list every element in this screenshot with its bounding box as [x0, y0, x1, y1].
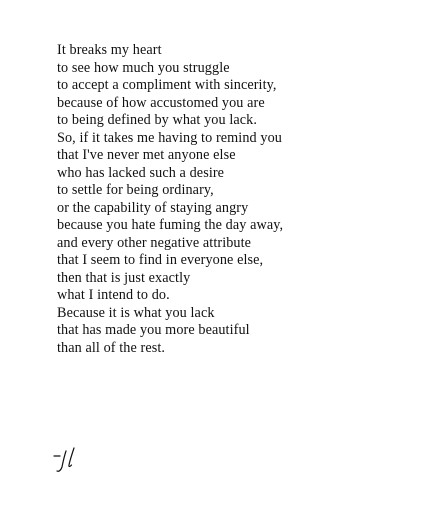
poem-text	[57, 42, 417, 357]
poem-line: It breaks my heart	[57, 42, 162, 58]
poem-line: or the capability of staying angry	[57, 199, 249, 216]
poem-line: because of how accustomed you are	[57, 94, 265, 111]
poem-line: what I intend to do.	[57, 287, 170, 303]
poem-line: to see how much you struggle	[57, 59, 230, 76]
poem-line: because you hate fuming the day away,	[57, 217, 284, 233]
poem-line: then that is just exactly	[57, 269, 191, 286]
poem-line: that I've never met anyone else	[57, 147, 236, 163]
poem-line: than all of the rest.	[57, 339, 166, 356]
poem-line: to being defined by what you lack.	[57, 112, 258, 128]
poem-line: So, if it takes me having to remind you	[57, 129, 282, 146]
poem-line: and every other negative attribute	[57, 234, 252, 251]
poem-line: to settle for being ordinary,	[57, 182, 214, 198]
poem-line: that has made you more beautiful	[57, 322, 250, 338]
poem-line: to accept a compliment with sincerity,	[57, 77, 277, 93]
signature-icon	[52, 445, 82, 475]
poem-line: who has lacked such a desire	[57, 164, 225, 181]
poem-line: that I seem to find in everyone else,	[57, 252, 264, 268]
poem-line: Because it is what you lack	[57, 304, 215, 321]
